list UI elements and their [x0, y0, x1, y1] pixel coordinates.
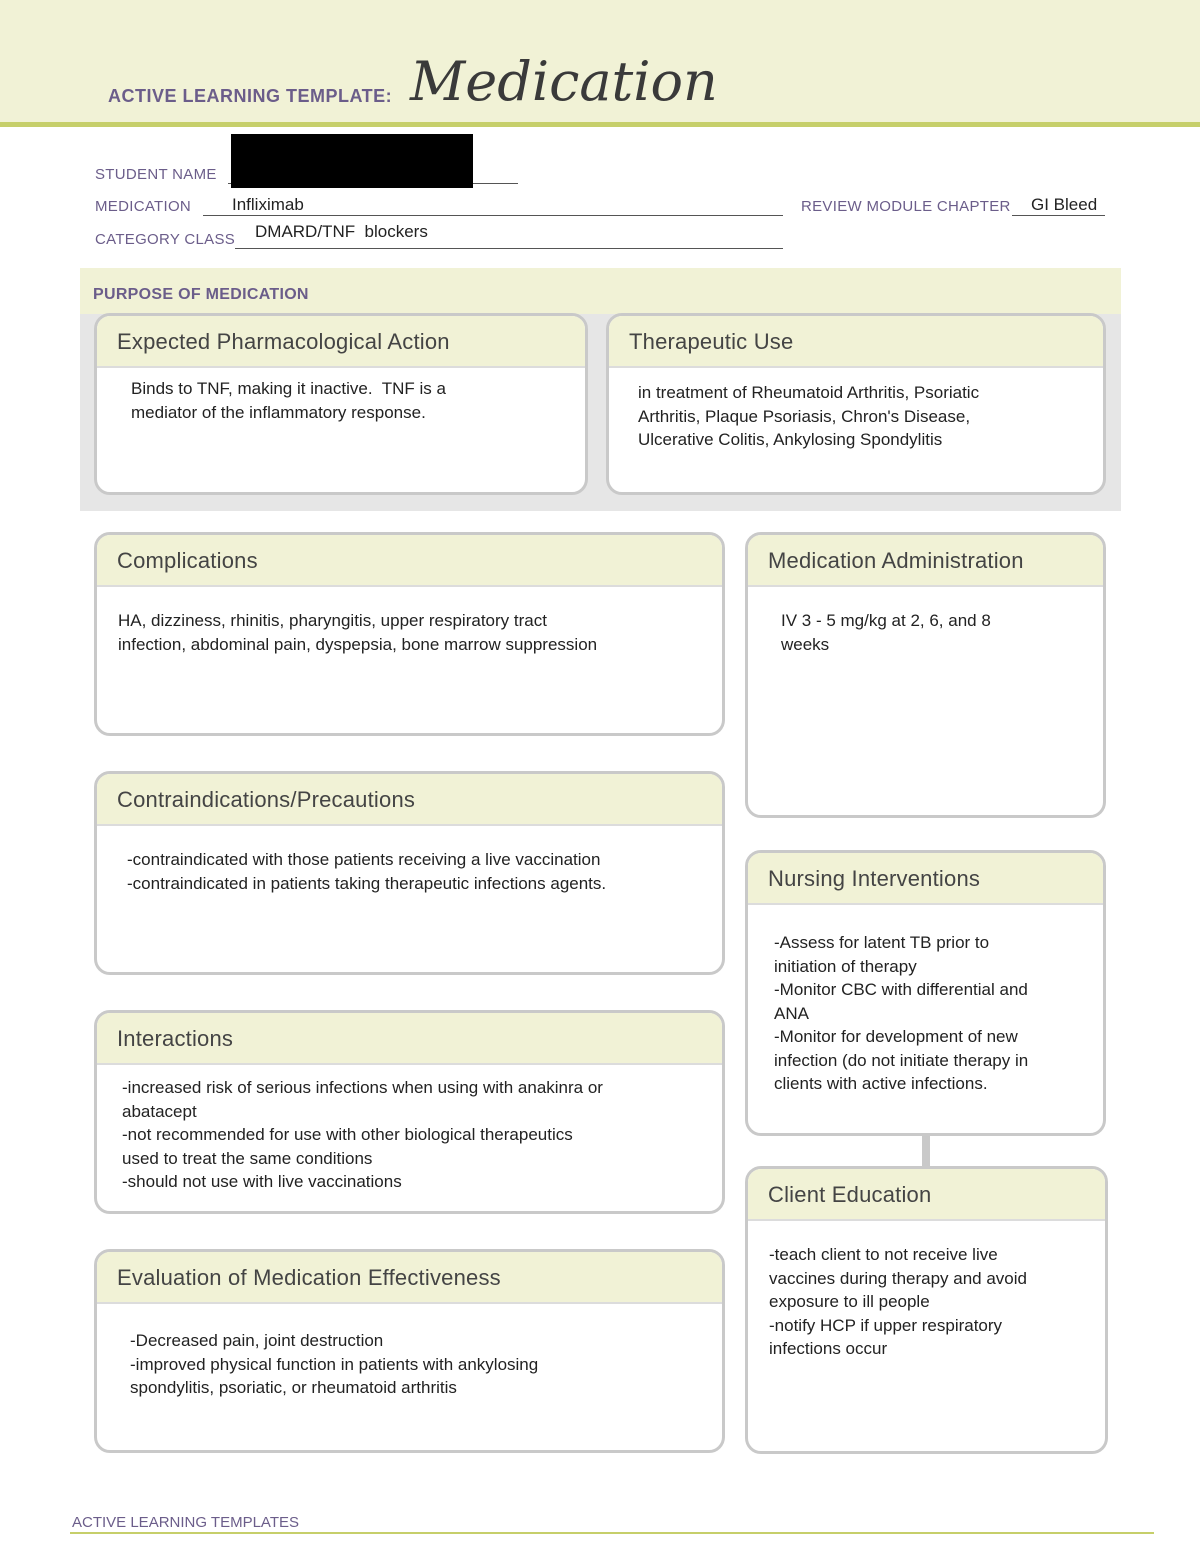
medication-administration-line: IV 3 - 5 mg/kg at 2, 6, and 8: [781, 611, 991, 630]
medication-administration-line: weeks: [781, 634, 830, 654]
client-education-line: infections occur: [769, 1339, 888, 1358]
review-module-label: REVIEW MODULE CHAPTER: [801, 198, 1011, 215]
medication-administration-box: [745, 532, 1106, 818]
therapeutic-use-line: in treatment of Rheumatoid Arthritis, Psoriatic: [638, 383, 980, 402]
contraindications-line: -contraindicated in patients taking therapeutic infections agents.: [127, 873, 607, 893]
redacted-student-name: [231, 134, 473, 188]
nursing-interventions-title: Nursing Interventions: [748, 853, 1103, 905]
medication-label: MEDICATION: [95, 198, 192, 215]
footer-rule: [70, 1532, 1154, 1534]
evaluation-title: Evaluation of Medication Effectiveness: [97, 1252, 722, 1304]
footer-label: ACTIVE LEARNING TEMPLATES: [72, 1514, 299, 1531]
evaluation-line: spondylitis, psoriatic, or rheumatoid arthritis: [130, 1378, 457, 1397]
interactions-line: used to treat the same conditions: [122, 1148, 373, 1168]
nursing-interventions-line: -Monitor CBC with differential and: [774, 980, 1028, 999]
therapeutic-use-line: Arthritis, Plaque Psoriasis, Chron's Disease,: [638, 406, 971, 426]
interactions-box: [94, 1010, 725, 1214]
medication-administration-title: Medication Administration: [748, 535, 1103, 587]
evaluation-line: -improved physical function in patients with ankylosing: [130, 1354, 539, 1374]
client-education-title: Client Education: [748, 1169, 1105, 1221]
evaluation-line: -Decreased pain, joint destruction: [130, 1331, 384, 1350]
expected-action-line: Binds to TNF, making it inactive. TNF is a: [131, 379, 446, 398]
expected-action-title: Expected Pharmacological Action: [97, 316, 585, 368]
nursing-interventions-box: [745, 850, 1106, 1136]
student-name-label: STUDENT NAME: [95, 166, 217, 183]
therapeutic-use-box: [606, 313, 1106, 495]
nursing-interventions-line: clients with active infections.: [774, 1074, 988, 1093]
client-education-box: [745, 1166, 1108, 1454]
category-class-value: DMARD/TNF blockers: [255, 222, 428, 241]
category-class-label: CATEGORY CLASS: [95, 231, 236, 248]
page-title: Medication: [410, 50, 718, 113]
nursing-interventions-line: -Monitor for development of new: [774, 1027, 1018, 1046]
complications-title: Complications: [97, 535, 722, 587]
interactions-line: -not recommended for use with other biological therapeutics: [122, 1125, 573, 1144]
header-rule: [0, 122, 1200, 127]
client-education-line: exposure to ill people: [769, 1292, 930, 1311]
complications-line: infection, abdominal pain, dyspepsia, bone marrow suppression: [118, 634, 598, 654]
client-education-line: -notify HCP if upper respiratory: [769, 1315, 1003, 1335]
purpose-label: PURPOSE OF MEDICATION: [93, 286, 309, 303]
therapeutic-use-line: Ulcerative Colitis, Ankylosing Spondylitis: [638, 430, 943, 449]
review-module-line: [1012, 215, 1105, 216]
contraindications-title: Contraindications/Precautions: [97, 774, 722, 826]
category-class-line: [235, 248, 783, 249]
review-module-value: GI Bleed: [1031, 195, 1098, 214]
complications-line: HA, dizziness, rhinitis, pharyngitis, upper respiratory tract: [118, 611, 547, 630]
contraindications-box: [94, 771, 725, 975]
nursing-interventions-line: infection (do not initiate therapy in: [774, 1050, 1029, 1070]
contraindications-line: -contraindicated with those patients receiving a live vaccination: [127, 850, 601, 869]
nursing-interventions-line: ANA: [774, 1003, 809, 1023]
client-education-line: -teach client to not receive live: [769, 1245, 998, 1264]
nursing-interventions-line: -Assess for latent TB prior to: [774, 933, 990, 952]
box-connector: [922, 1134, 930, 1166]
complications-box: [94, 532, 725, 736]
template-label: ACTIVE LEARNING TEMPLATE:: [108, 86, 393, 106]
expected-action-box: [94, 313, 588, 495]
interactions-title: Interactions: [97, 1013, 722, 1065]
client-education-line: vaccines during therapy and avoid: [769, 1268, 1027, 1288]
evaluation-box: [94, 1249, 725, 1453]
interactions-line: abatacept: [122, 1101, 197, 1121]
medication-line: [203, 215, 783, 216]
therapeutic-use-title: Therapeutic Use: [609, 316, 1103, 368]
expected-action-line: mediator of the inflammatory response.: [131, 402, 426, 422]
nursing-interventions-line: initiation of therapy: [774, 956, 917, 976]
interactions-line: -increased risk of serious infections when using with anakinra or: [122, 1078, 603, 1097]
medication-value: Infliximab: [232, 195, 304, 214]
interactions-line: -should not use with live vaccinations: [122, 1172, 402, 1191]
